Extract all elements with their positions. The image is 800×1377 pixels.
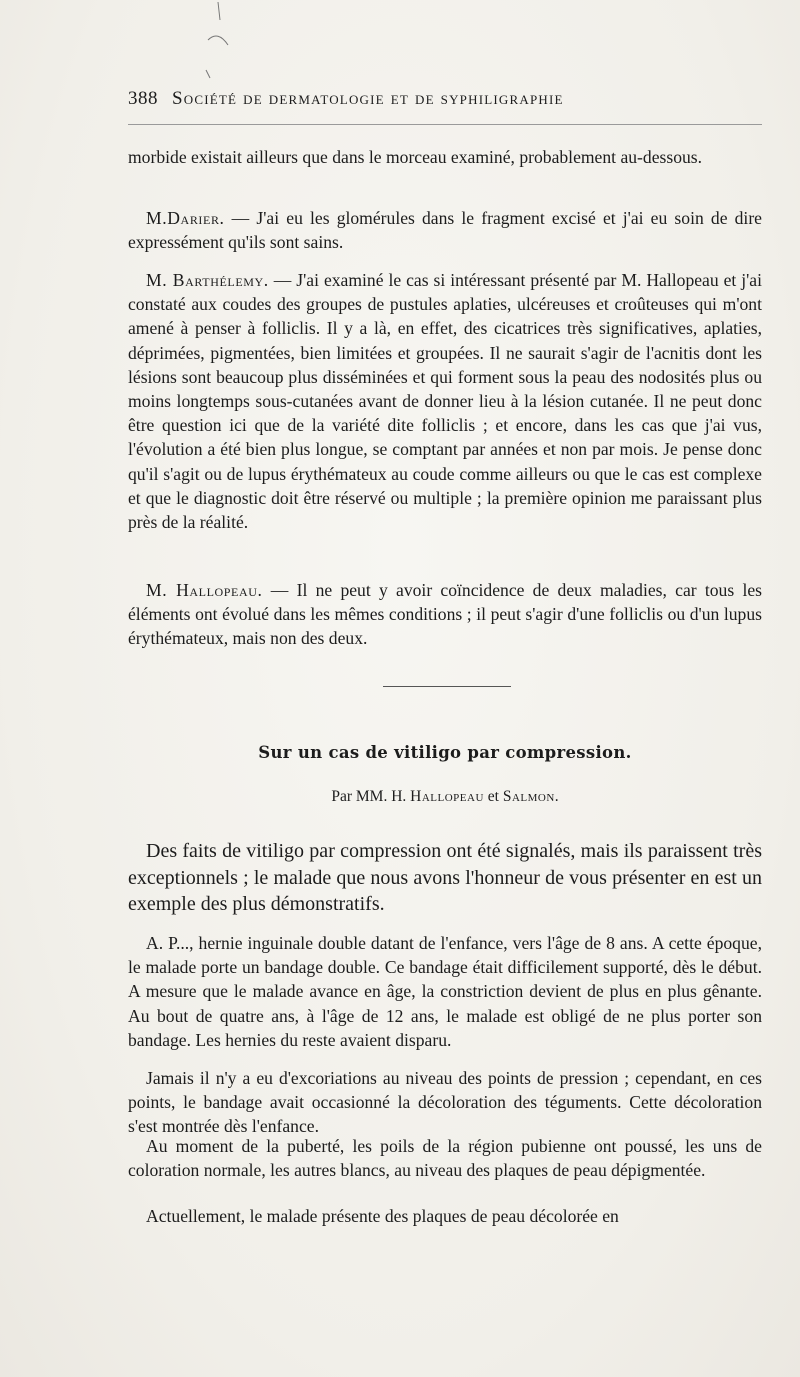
article-paragraph: Au moment de la puberté, les poils de la région pubienne ont poussé, les uns de coloration normale, les autres blancs, au niveau des plaques de peau dépigmentée.: [128, 1136, 762, 1181]
author-name: Hallopeau: [410, 788, 484, 805]
speaker-name: M.Darier.: [146, 208, 225, 228]
running-title: Société de dermatologie et de syphiligraphie: [172, 88, 564, 109]
byline-and: et: [483, 788, 503, 805]
speech-text: — J'ai eu les glomérules dans le fragment excisé et j'ai eu soin de dire expressément qu'ils sont sains.: [128, 208, 762, 253]
speaker-name: M. Barthélemy.: [146, 270, 269, 290]
paragraph-darier: [128, 206, 762, 254]
article-paragraph: Actuellement, le malade présente des plaques de peau décolorée en: [146, 1206, 619, 1226]
byline-prefix: Par MM. H.: [331, 788, 411, 805]
paragraph-hallopeau: [128, 578, 762, 651]
paragraph-barthelemy: [128, 268, 762, 534]
page-number: 388: [128, 88, 158, 109]
header-rule: [128, 124, 762, 125]
article-title: Sur un cas de vitiligo par compression.: [258, 743, 632, 762]
speech-text: — Il ne peut y avoir coïncidence de deux maladies, car tous les éléments ont évolué dans les mêmes conditions ; il peut s'agir d'une folliclis ou d'un lupus érythémateux, mais non des deux.: [128, 580, 762, 649]
section-separator: [383, 686, 511, 687]
speaker-name: M. Hallopeau.: [146, 580, 263, 600]
author-name: Salmon: [502, 788, 555, 805]
article-lead-paragraph: Des faits de vitiligo par compression ont été signalés, mais ils paraissent très exceptionnels ; le malade que nous avons l'honneur de vous présenter en est un exemple des plus démonstratifs.: [128, 840, 762, 915]
byline-suffix: .: [554, 788, 559, 805]
pencil-mark-icon: [198, 0, 238, 80]
running-header: [128, 88, 762, 110]
paragraph-continuation: morbide existait ailleurs que dans le morceau examiné, probablement au-dessous.: [128, 147, 703, 167]
speech-text: — J'ai examiné le cas si intéressant présenté par M. Hallopeau et j'ai constaté aux coudes des groupes de pustules aplaties, ulcéreuses et croûteuses qui m'ont amené à penser à folliclis. Il y a là, en effet, des cicatrices très significatives, aplaties, déprimées, pigmentées, bien limitées et groupées. Il ne saurait s'agir de l'acnitis dont les lésions sont beaucoup plus disséminées et qui forment sous la peau des nodosités plus ou moins longtemps sous-cutanées avant de donner lieu à la lésion cutanée. Il ne peut donc être question ici que de la variété dite folliclis ; et encore, dans les cas que j'ai vus, l'évolution a été bien plus longue, se comptant par années et non par mois. Je pense donc qu'il s'agit ou de lupus érythémateux au coude comme ailleurs ou que le cas est complexe et que le diagnostic doit être réservé ou multiple ; la première opinion me paraissant plus près de la réalité.: [128, 270, 762, 533]
article-byline: [128, 788, 762, 806]
article-paragraph: Jamais il n'y a eu d'excoriations au niveau des points de pression ; cependant, en ces points, le bandage avait occasionné la décoloration des téguments. Cette décoloration s'est montrée dès l'enfance.: [128, 1068, 762, 1137]
article-paragraph: A. P..., hernie inguinale double datant de l'enfance, vers l'âge de 8 ans. A cette époque, le malade porte un bandage double. Ce bandage était difficilement supporté, dès le début. A mesure que le malade avance en âge, la constriction devient de plus en plus gênante. Au bout de quatre ans, à l'âge de 12 ans, le malade est obligé de ne plus porter son bandage. Les hernies du reste avaient disparu.: [128, 933, 762, 1050]
